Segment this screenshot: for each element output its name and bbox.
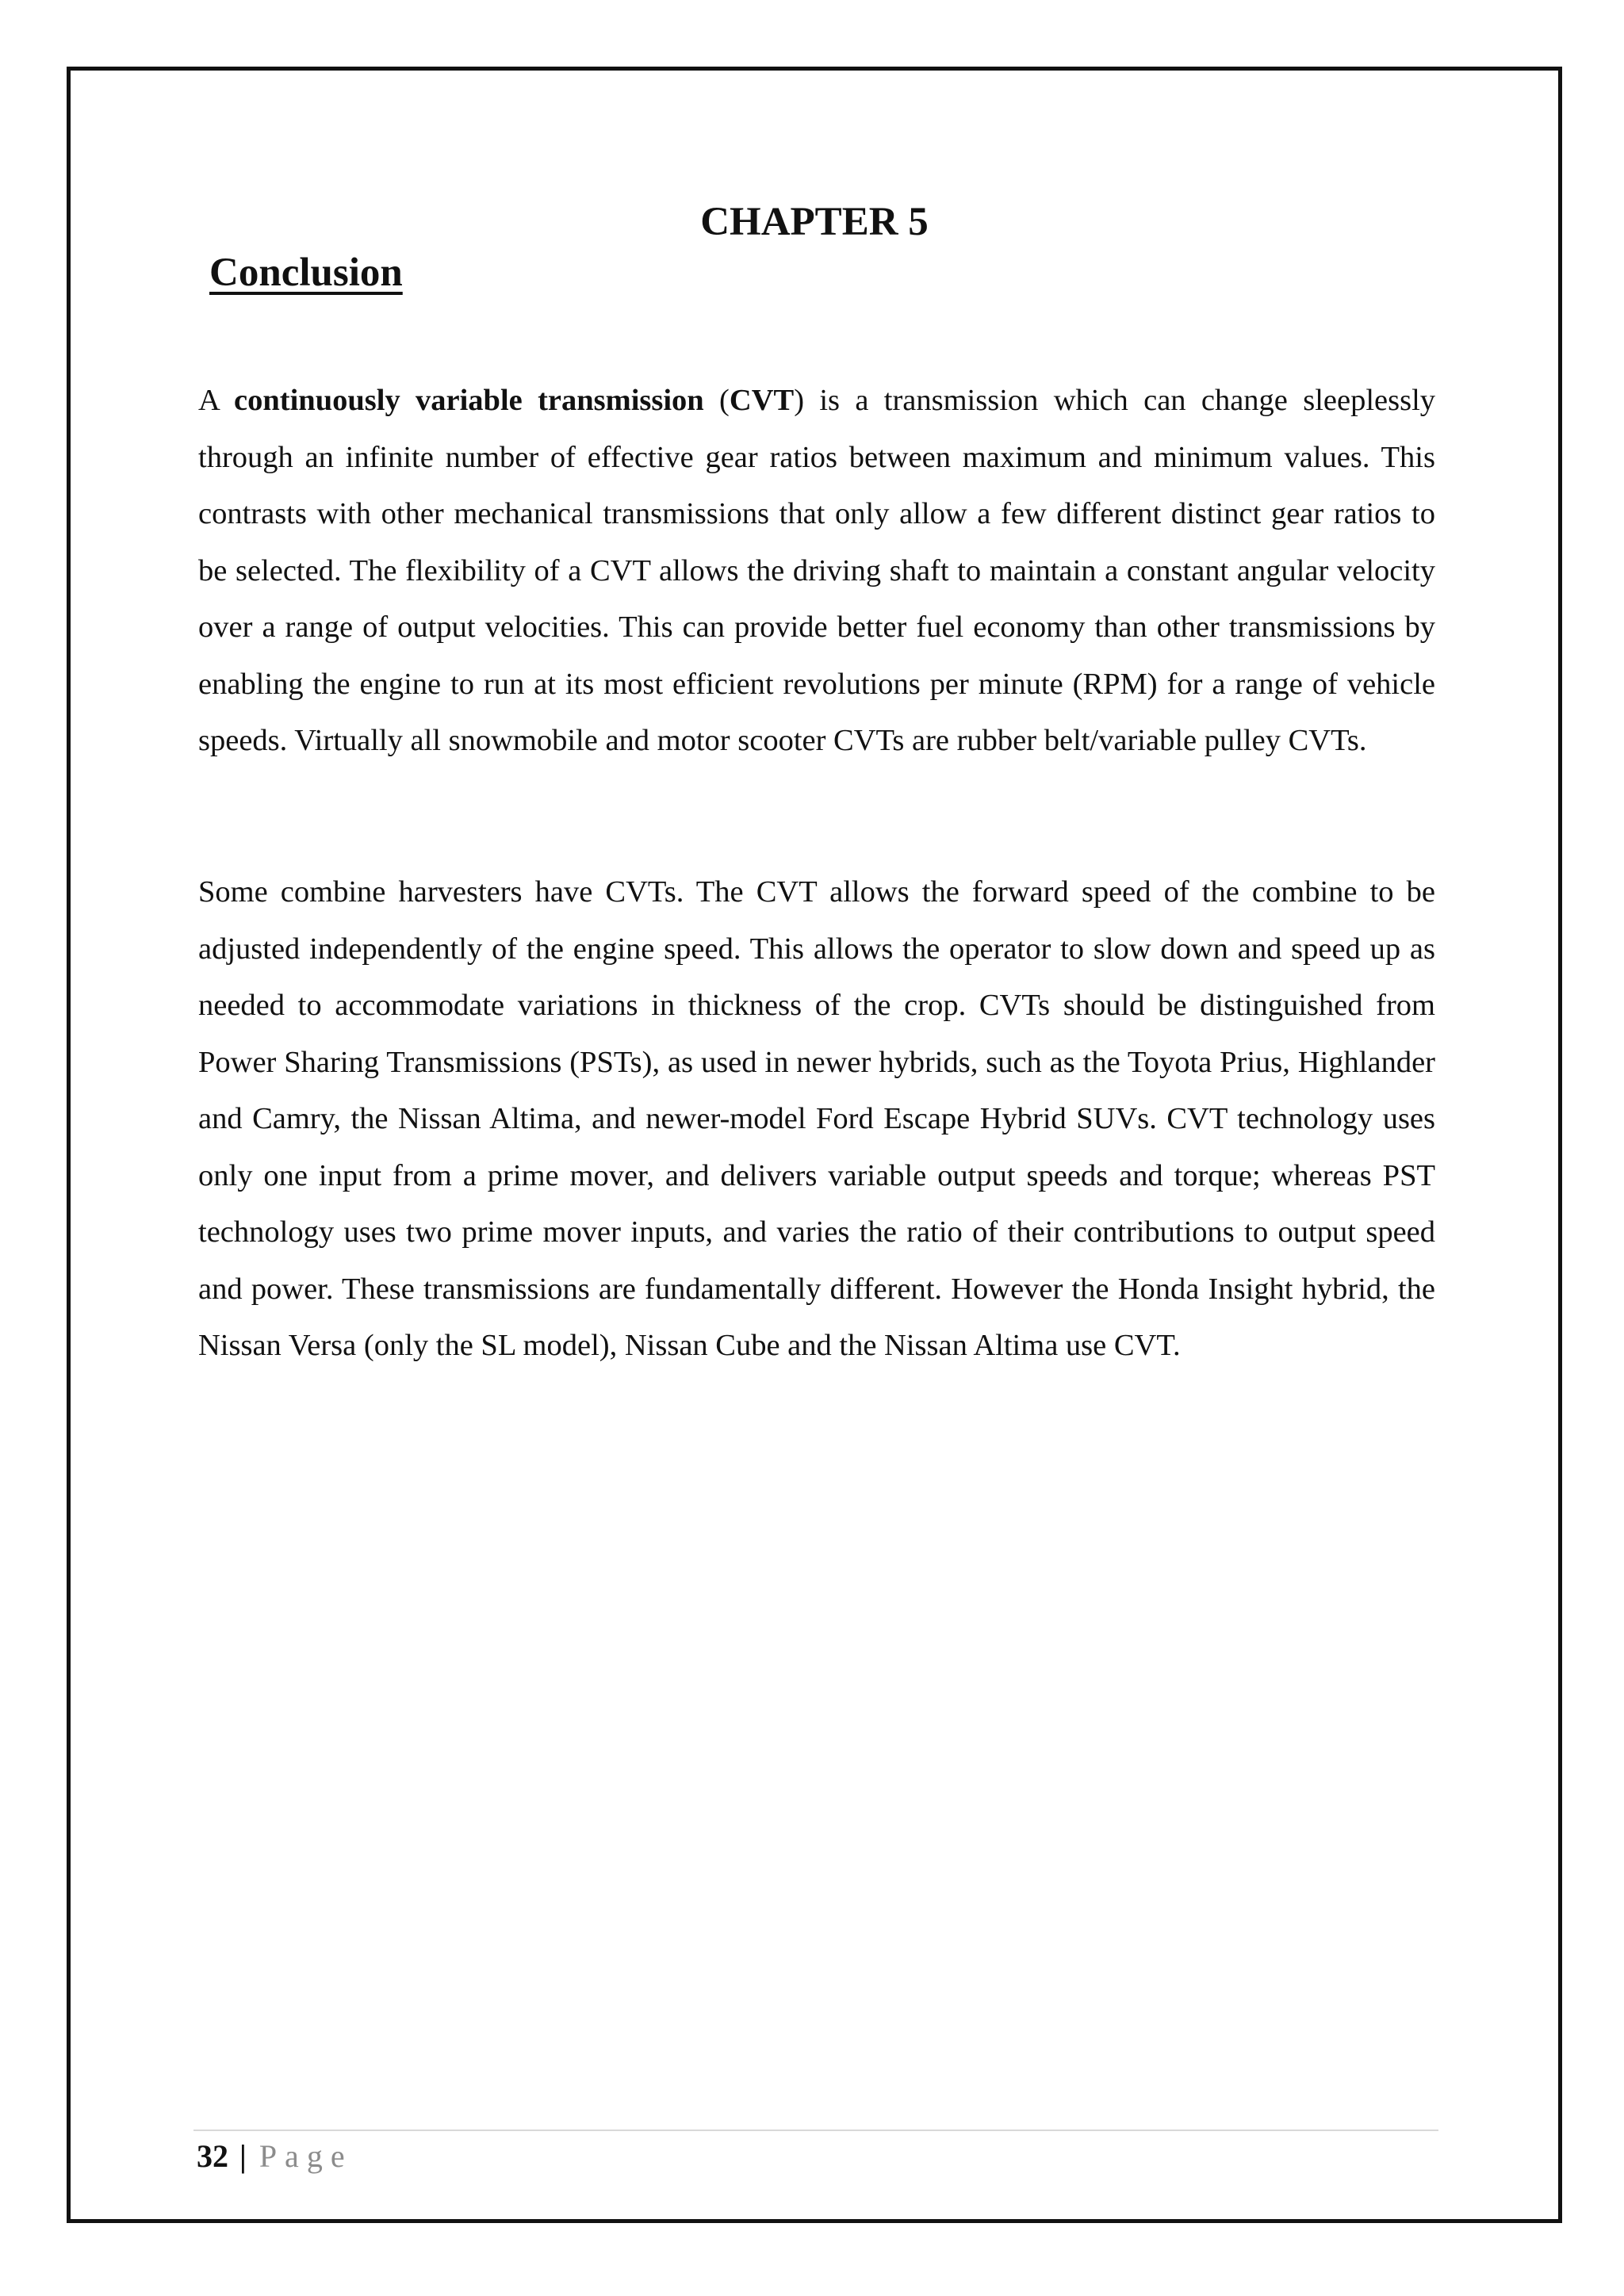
chapter-heading: CHAPTER 5: [700, 200, 929, 244]
page-number: 32: [197, 2138, 228, 2174]
footer-rule: [193, 2130, 1438, 2131]
section-title: Conclusion: [209, 251, 403, 295]
footer-separator: |: [239, 2138, 247, 2174]
paragraph-1-rest: ) is a transmission which can change sleeplessly through an infinite number of effective gear ratios between maximum and minimum values. This contrasts with other mechanical transmissions that only allow a few different distinct gear ratios to be selected. The flexibility of a CVT allows the driving shaft to maintain a constant angular velocity over a range of output velocities. This can provide better fuel economy than other transmissions by enabling the engine to run at its most efficient revolutions per minute (RPM) for a range of vehicle speeds. Virtually all snowmobile and motor scooter CVTs are rubber belt/variable pulley CVTs.: [198, 384, 1436, 757]
page-label: Page: [259, 2138, 353, 2174]
paragraph-1-bold-abbr: CVT: [729, 384, 795, 417]
page-footer: [197, 2136, 353, 2177]
paragraph-1-bold-term: continuously variable transmission: [234, 384, 704, 417]
paragraph-1: [198, 373, 1435, 770]
paragraph-1-lead: A: [198, 384, 235, 417]
paragraph-1-open-paren: (: [703, 384, 730, 417]
paragraph-2: Some combine harvesters have CVTs. The CVT allows the forward speed of the combine to be adjusted independently of the engine speed. This allows the operator to slow down and speed up as needed to accommodate variations in thickness of the crop. CVTs should be distinguished from Power Sharing Transmissions (PSTs), as used in newer hybrids, such as the Toyota Prius, Highlander and Camry, the Nissan Altima, and newer-model Ford Escape Hybrid SUVs. CVT technology uses only one input from a prime mover, and delivers variable output speeds and torque; whereas PST technology uses two prime mover inputs, and varies the ratio of their contributions to output speed and power. These transmissions are fundamentally different. However the Honda Insight hybrid, the Nissan Versa (only the SL model), Nissan Cube and the Nissan Altima use CVT.: [198, 875, 1435, 1362]
